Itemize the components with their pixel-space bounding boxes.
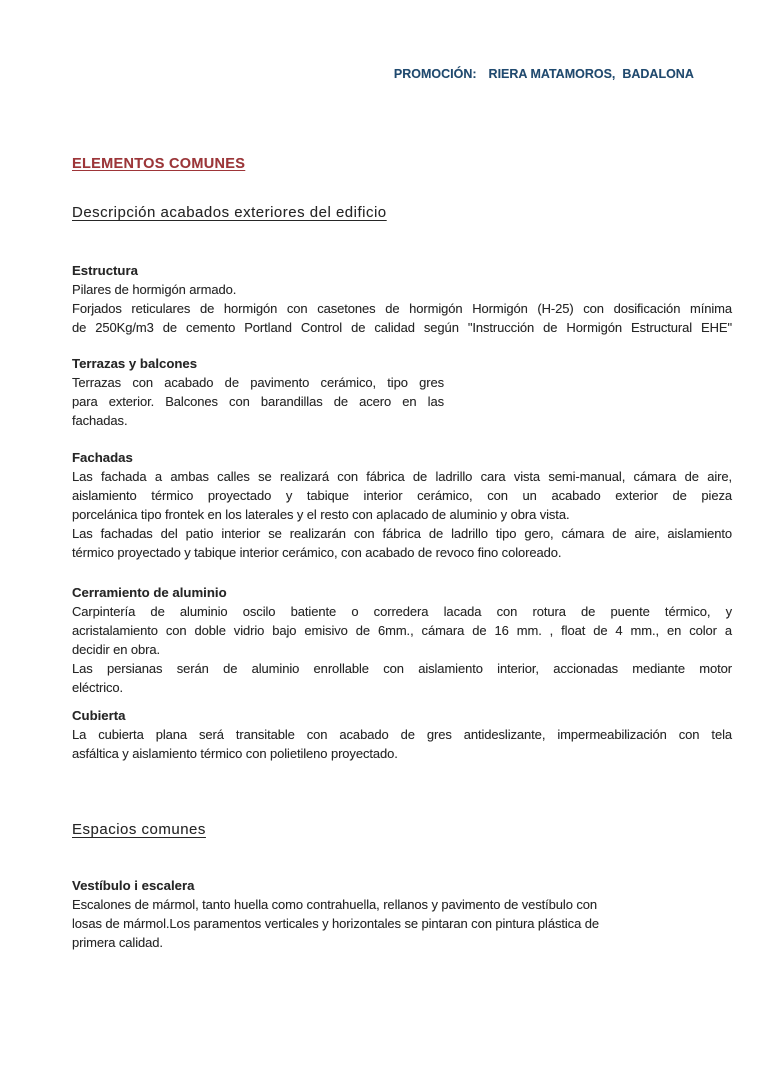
section-cubierta [72, 706, 732, 763]
subtitle-descripcion-acabados-exteriores-del-edificio: Descripción acabados exteriores del edificio [72, 204, 387, 221]
text-line: acristalamiento con doble vidrio bajo emisivo de 6mm., cámara de 16 mm. , float de 4 mm., en color a [72, 623, 732, 638]
section-estructura [72, 261, 732, 337]
text-line: Pilares de hormigón armado. [72, 282, 237, 297]
promotion-header [72, 46, 732, 103]
text-line: térmico proyectado y tabique interior cerámico, con acabado de revoco fino coloreado. [72, 545, 562, 560]
section-heading: Cubierta [72, 708, 126, 723]
text-line: Carpintería de aluminio oscilo batiente o corredera lacada con rotura de puente térmico, y [72, 604, 732, 619]
text-line: fachadas. [72, 413, 128, 428]
paragraph [72, 524, 732, 562]
section-fachadas [72, 448, 732, 562]
text-line: de 250Kg/m3 de cemento Portland Control de calidad según "Instrucción de Hormigón Estructural EHE" [72, 320, 732, 335]
text-line: Forjados reticulares de hormigón con casetones de hormigón Hormigón (H-25) con dosificación mínima [72, 301, 732, 316]
paragraph [72, 659, 732, 697]
text-line: Escalones de mármol, tanto huella como contrahuella, rellanos y pavimento de vestíbulo con [72, 897, 598, 912]
text-line: primera calidad. [72, 935, 163, 950]
section-heading: Estructura [72, 263, 138, 278]
section-heading: Terrazas y balcones [72, 356, 198, 371]
section-heading: Cerramiento de aluminio [72, 585, 227, 600]
text-line: Las fachada a ambas calles se realizará con fábrica de ladrillo cara vista semi-manual, cámara de aire, [72, 469, 732, 484]
text-line: La cubierta plana será transitable con acabado de gres antideslizante, impermeabilización con tela [72, 727, 732, 742]
text-line: Las fachadas del patio interior se realizarán con fábrica de ladrillo tipo gero, cámara de aire, aislamiento [72, 526, 732, 541]
text-line: Las persianas serán de aluminio enrollable con aislamiento interior, accionadas mediante motor [72, 661, 732, 676]
sections-container [72, 203, 732, 952]
text-line: decidir en obra. [72, 642, 161, 657]
section-heading: Fachadas [72, 450, 133, 465]
paragraph [72, 299, 732, 337]
text-line: eléctrico. [72, 680, 124, 695]
paragraph [72, 467, 732, 524]
section-heading: Vestíbulo i escalera [72, 878, 195, 893]
section-vestibulo-i-escalera [72, 876, 732, 952]
paragraph [72, 895, 732, 952]
page-title: ELEMENTOS COMUNES [72, 156, 246, 172]
paragraph [72, 280, 732, 299]
section-cerramiento-de-aluminio [72, 583, 732, 697]
text-line: porcelánica tipo frontek en los laterales y el resto con aplacado de aluminio y obra vista. [72, 507, 570, 522]
paragraph [72, 373, 444, 430]
text-line: para exterior. Balcones con barandillas de acero en las [72, 394, 444, 409]
text-line: asfáltica y aislamiento térmico con polietileno proyectado. [72, 746, 398, 761]
promotion-value: RIERA MATAMOROS, BADALONA [488, 67, 694, 81]
text-line: Terrazas con acabado de pavimento cerámico, tipo gres [72, 375, 444, 390]
promotion-label: PROMOCIÓN: [393, 67, 477, 81]
text-line: aislamiento térmico proyectado y tabique interior cerámico, con un acabado exterior de pieza [72, 488, 732, 503]
text-line: losas de mármol.Los paramentos verticales y horizontales se pintaran con pintura plástica de [72, 916, 599, 931]
paragraph [72, 602, 732, 659]
subtitle-espacios-comunes: Espacios comunes [72, 821, 206, 838]
section-terrazas-y-balcones [72, 354, 732, 430]
paragraph [72, 725, 732, 763]
